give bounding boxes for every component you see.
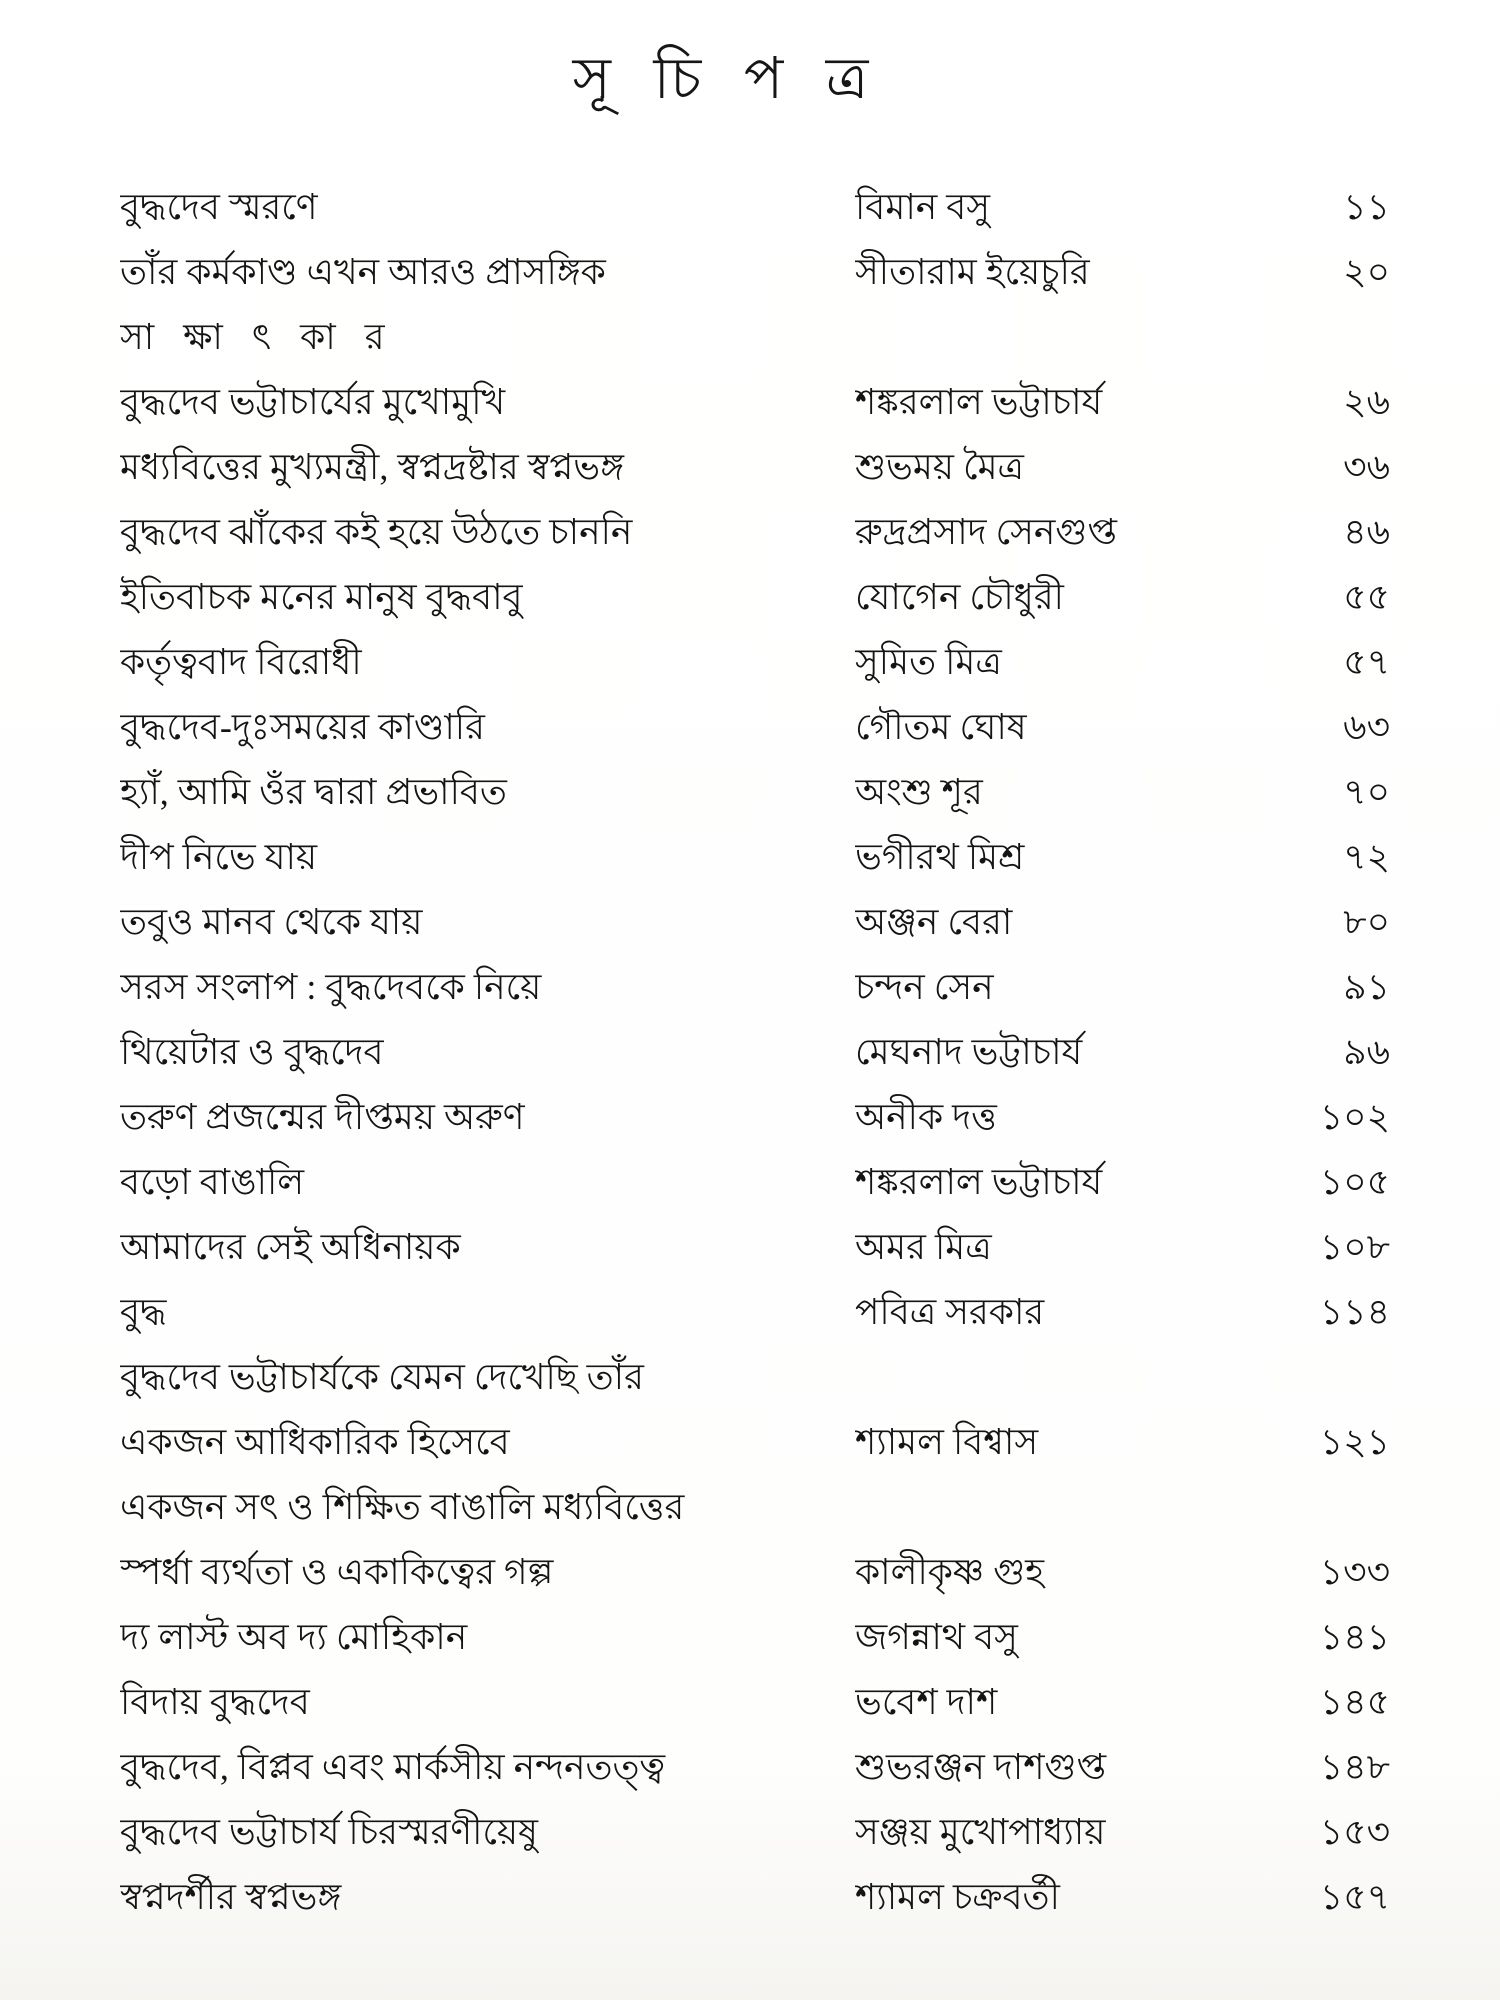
entry-author: শুভময় মৈত্র	[855, 447, 1025, 487]
entry-page: ৫৫	[1343, 577, 1390, 617]
entry-page: ১০৫	[1319, 1162, 1390, 1202]
entry-page: ৭০	[1343, 772, 1390, 812]
toc-row	[120, 1418, 1390, 1483]
toc-row	[120, 1873, 1390, 1938]
entry-page: ১৪১	[1319, 1617, 1390, 1657]
entry-title: একজন আধিকারিক হিসেবে	[120, 1422, 510, 1462]
toc-row	[120, 1678, 1390, 1743]
entry-page: ২০	[1343, 252, 1390, 292]
entry-page: ১১	[1343, 187, 1390, 227]
entry-author: অমর মিত্র	[855, 1227, 992, 1267]
toc-row	[120, 573, 1390, 638]
entry-author: সঞ্জয় মুখোপাধ্যায়	[855, 1812, 1106, 1852]
entry-author: অংশু শূর	[855, 772, 983, 812]
entry-page: ৭২	[1343, 837, 1390, 877]
toc-row	[120, 1743, 1390, 1808]
entry-title: বুদ্ধ	[120, 1292, 167, 1332]
toc-row	[120, 1223, 1390, 1288]
entry-title: আমাদের সেই অধিনায়ক	[120, 1227, 461, 1267]
entry-author: ভগীরথ মিশ্র	[855, 837, 1025, 877]
entry-page: ১৩৩	[1319, 1552, 1390, 1592]
toc-row	[120, 638, 1390, 703]
entry-author: শঙ্করলাল ভট্টাচার্য	[855, 1162, 1103, 1202]
entry-author: সুমিত মিত্র	[855, 642, 1002, 682]
entry-title: তাঁর কর্মকাণ্ড এখন আরও প্রাসঙ্গিক	[120, 252, 606, 292]
toc-row	[120, 898, 1390, 963]
entry-title: বড়ো বাঙালি	[120, 1162, 305, 1202]
toc-row	[120, 1288, 1390, 1353]
toc-row	[120, 1483, 1390, 1548]
entry-page: ১৪৮	[1319, 1747, 1390, 1787]
toc-row	[120, 1613, 1390, 1678]
entry-title: বুদ্ধদেব ভট্টাচার্যকে যেমন দেখেছি তাঁর	[120, 1357, 644, 1397]
entry-author: রুদ্রপ্রসাদ সেনগুপ্ত	[855, 512, 1117, 552]
entry-page: ১২১	[1319, 1422, 1390, 1462]
entry-author: কালীকৃষ্ণ গুহ	[855, 1552, 1045, 1592]
entry-author: অনীক দত্ত	[855, 1097, 997, 1137]
entry-title: বুদ্ধদেব স্মরণে	[120, 187, 318, 227]
toc-row	[120, 1808, 1390, 1873]
entry-page: ৪৬	[1343, 512, 1390, 552]
entry-author: শ্যামল চক্রবর্তী	[855, 1877, 1060, 1917]
entry-title: বুদ্ধদেব-দুঃসময়ের কাণ্ডারি	[120, 707, 485, 747]
entry-title: একজন সৎ ও শিক্ষিত বাঙালি মধ্যবিত্তের	[120, 1487, 685, 1527]
entry-title: তরুণ প্রজন্মের দীপ্তময় অরুণ	[120, 1097, 525, 1137]
entry-author: জগন্নাথ বসু	[855, 1617, 1018, 1657]
toc-row	[120, 768, 1390, 833]
toc-row	[120, 703, 1390, 768]
entry-page: ৯১	[1343, 967, 1390, 1007]
entry-page: ১০২	[1319, 1097, 1390, 1137]
toc-row	[120, 183, 1390, 248]
entry-title: দীপ নিভে যায়	[120, 837, 318, 877]
page-title: সূ চি প ত্র	[572, 46, 883, 111]
toc-row	[120, 1353, 1390, 1418]
toc-row	[120, 1548, 1390, 1613]
entry-page: ৮০	[1343, 902, 1390, 942]
entry-title: বুদ্ধদেব, বিপ্লব এবং মার্কসীয় নন্দনতত্ত্ব	[120, 1747, 666, 1787]
toc-row	[120, 833, 1390, 898]
entry-title: ইতিবাচক মনের মানুষ বুদ্ধবাবু	[120, 577, 523, 617]
toc-row	[120, 248, 1390, 313]
entry-page: ১৫৩	[1319, 1812, 1390, 1852]
entry-title: বুদ্ধদেব ঝাঁকের কই হয়ে উঠতে চাননি	[120, 512, 633, 552]
entry-title: বিদায় বুদ্ধদেব	[120, 1682, 310, 1722]
entry-title: সা ক্ষা ৎ কা র	[120, 317, 395, 357]
entry-page: ১০৮	[1319, 1227, 1390, 1267]
entry-title: তবুও মানব থেকে যায়	[120, 902, 423, 942]
entry-author: ভবেশ দাশ	[855, 1682, 998, 1722]
toc-row	[120, 508, 1390, 573]
entry-author: গৌতম ঘোষ	[855, 707, 1027, 747]
entry-author: শ্যামল বিশ্বাস	[855, 1422, 1039, 1462]
entry-author: মেঘনাদ ভট্টাচার্য	[855, 1032, 1083, 1072]
entry-author: শুভরঞ্জন দাশগুপ্ত	[855, 1747, 1107, 1787]
toc-row	[120, 443, 1390, 508]
entry-page: ২৬	[1343, 382, 1390, 422]
entry-page: ৬৩	[1343, 707, 1390, 747]
entry-page: ৩৬	[1343, 447, 1390, 487]
entry-author: চন্দন সেন	[855, 967, 994, 1007]
entry-title: দ্য লাস্ট অব দ্য মোহিকান	[120, 1617, 468, 1657]
entry-title: সরস সংলাপ : বুদ্ধদেবকে নিয়ে	[120, 967, 542, 1007]
entry-title: হ্যাঁ, আমি ওঁর দ্বারা প্রভাবিত	[120, 772, 507, 812]
toc-row	[120, 313, 1390, 378]
toc-row	[120, 963, 1390, 1028]
entry-title: মধ্যবিত্তের মুখ্যমন্ত্রী, স্বপ্নদ্রষ্টার স্বপ্নভঙ্গ	[120, 447, 624, 487]
entry-page: ১১৪	[1319, 1292, 1390, 1332]
entry-author: পবিত্র সরকার	[855, 1292, 1045, 1332]
toc-row	[120, 1028, 1390, 1093]
toc-list	[120, 183, 1390, 1938]
entry-title: বুদ্ধদেব ভট্টাচার্যের মুখোমুখি	[120, 382, 506, 422]
entry-author: শঙ্করলাল ভট্টাচার্য	[855, 382, 1103, 422]
entry-title: কর্তৃত্ববাদ বিরোধী	[120, 642, 362, 682]
toc-row	[120, 1158, 1390, 1223]
entry-title: স্বপ্নদর্শীর স্বপ্নভঙ্গ	[120, 1877, 342, 1917]
toc-row	[120, 1093, 1390, 1158]
entry-author: যোগেন চৌধুরী	[855, 577, 1064, 617]
entry-title: থিয়েটার ও বুদ্ধদেব	[120, 1032, 384, 1072]
entry-page: ১৫৭	[1319, 1877, 1390, 1917]
toc-row	[120, 378, 1390, 443]
entry-page: ৯৬	[1343, 1032, 1390, 1072]
entry-author: অঞ্জন বেরা	[855, 902, 1013, 942]
entry-title: বুদ্ধদেব ভট্টাচার্য চিরস্মরণীয়েষু	[120, 1812, 538, 1852]
entry-author: সীতারাম ইয়েচুরি	[855, 252, 1090, 292]
entry-title: স্পর্ধা ব্যর্থতা ও একাকিত্বের গল্প	[120, 1552, 554, 1592]
entry-page: ১৪৫	[1319, 1682, 1390, 1722]
entry-author: বিমান বসু	[855, 187, 991, 227]
entry-page: ৫৭	[1343, 642, 1390, 682]
